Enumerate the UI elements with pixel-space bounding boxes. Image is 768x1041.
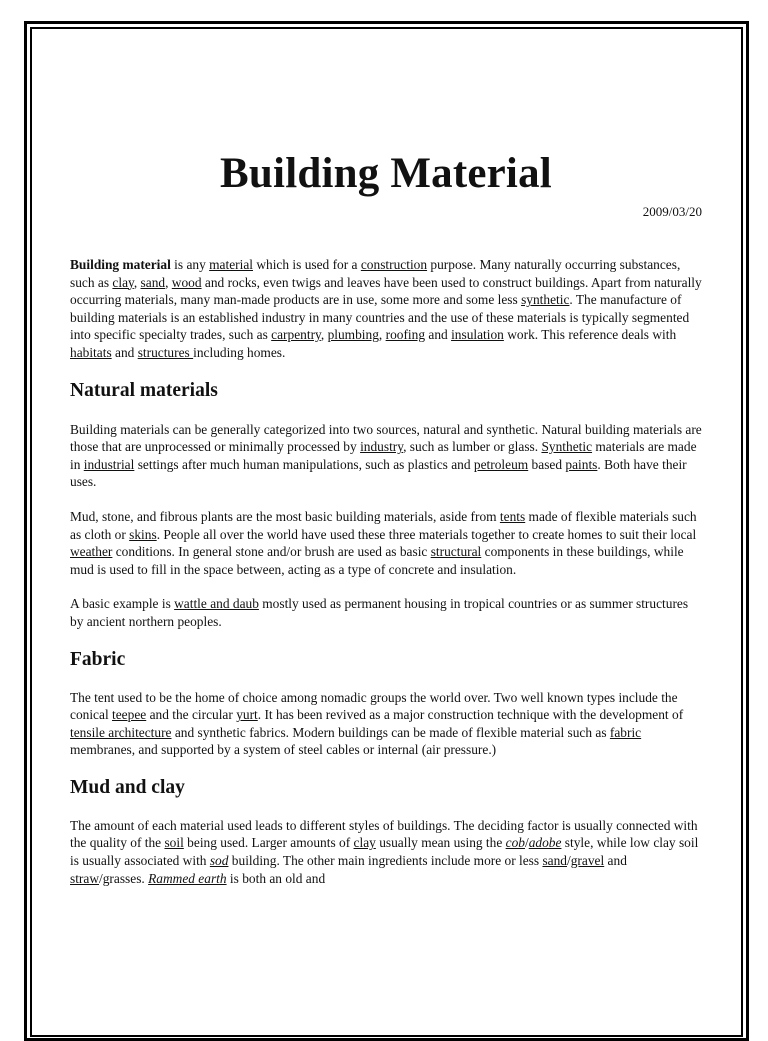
link-fabric[interactable]: fabric xyxy=(609,724,642,740)
natural-paragraph-3: A basic example is wattle and daub mostly used as permanent housing in tropical countries or as summer structures by ancient northern peoples. xyxy=(70,596,689,629)
link-sand[interactable]: sand xyxy=(542,853,567,869)
section-heading-fabric: Fabric xyxy=(70,648,126,670)
intro-paragraph: Building material is any material which is used for a construction purpose. Many naturally occurring substances, such as clay, sand, wood and rocks, even twigs and leaves have been used to construct buildings. Apart from naturally occurring materials, many man-made products are in use, some more and some less synthetic. The manufacture of building materials is an established industry in many countries and the use of these materials is typically segmented into specific specialty trades, such as carpentry, plumbing, roofing and insulation work. This reference deals with habitats and structures including homes. xyxy=(70,257,702,360)
link-clay[interactable]: clay xyxy=(112,274,134,290)
link-weather[interactable]: weather xyxy=(70,544,113,560)
bold-term: Building material xyxy=(70,257,171,272)
link-industrial[interactable]: industrial xyxy=(83,456,135,472)
link-sand[interactable]: sand xyxy=(140,274,166,290)
mud-paragraph-1: The amount of each material used leads to different styles of buildings. The deciding factor is usually connected with the quality of the soil being used. Larger amounts of clay usually mean using the cob/adobe style, while low clay soil is usually associated with sod building. The other main ingredients include more or less sand/gravel and straw/grasses. Rammed earth is both an old and xyxy=(70,817,699,886)
document-body xyxy=(70,144,702,887)
link-roofing[interactable]: roofing xyxy=(385,327,426,343)
link-petroleum[interactable]: petroleum xyxy=(473,456,529,472)
section-heading-mud-and-clay: Mud and clay xyxy=(70,776,185,798)
link-synthetic[interactable]: Synthetic xyxy=(541,439,593,455)
link-clay[interactable]: clay xyxy=(353,835,376,851)
link-yurt[interactable]: yurt xyxy=(236,707,258,723)
natural-paragraph-2: Mud, stone, and fibrous plants are the most basic building materials, aside from tents made of flexible materials such as cloth or skins. People all over the world have used these three materials together to create homes to suit their local weather conditions. In general stone and/or brush are used as basic structural components in these buildings, while mud is used to fill in the space between, acting as a type of concrete and insulation. xyxy=(70,508,697,577)
link-paints[interactable]: paints xyxy=(565,456,598,472)
link-teepee[interactable]: teepee xyxy=(112,707,147,723)
link-industry[interactable]: industry xyxy=(360,439,404,455)
link-plumbing[interactable]: plumbing xyxy=(327,327,379,343)
link-cob[interactable]: cob xyxy=(505,835,525,851)
document-date: 2009/03/20 xyxy=(642,204,702,219)
link-synthetic[interactable]: synthetic xyxy=(521,292,570,308)
natural-paragraph-1: Building materials can be generally categorized into two sources, natural and synthetic. Natural building materials are those that are unprocessed or minimally processed by industry, such as lumber or glass. Synthetic materials are made in industrial settings after much human manipulations, such as plastics and petroleum based paints. Both have their uses. xyxy=(70,421,702,490)
link-rammed-earth[interactable]: Rammed earth xyxy=(148,870,227,886)
link-insulation[interactable]: insulation xyxy=(451,327,504,343)
link-wood[interactable]: wood xyxy=(171,274,202,290)
link-structures[interactable]: structures xyxy=(137,344,194,360)
link-material[interactable]: material xyxy=(209,257,253,272)
link-structural[interactable]: structural xyxy=(430,544,482,560)
link-tents[interactable]: tents xyxy=(499,508,526,524)
link-habitats[interactable]: habitats xyxy=(70,344,112,360)
fabric-paragraph-1: The tent used to be the home of choice among nomadic groups the world over. Two well known types include the conical teepee and the circular yurt. It has been revived as a major construction technique with the development of tensile architecture and synthetic fabrics. Modern buildings can be made of flexible material such as fabric membranes, and supported by a system of steel cables or internal (air pressure.) xyxy=(70,689,684,758)
link-tensile-architecture[interactable]: tensile architecture xyxy=(70,724,172,740)
link-gravel[interactable]: gravel xyxy=(570,853,605,869)
link-adobe[interactable]: adobe xyxy=(528,835,562,851)
section-heading-natural-materials: Natural materials xyxy=(70,379,218,401)
link-straw[interactable]: straw xyxy=(70,870,100,886)
link-wattle-and-daub[interactable]: wattle and daub xyxy=(174,596,259,612)
document-title: Building Material xyxy=(220,150,552,197)
link-soil[interactable]: soil xyxy=(164,835,184,851)
link-construction[interactable]: construction xyxy=(360,257,428,272)
link-skins[interactable]: skins xyxy=(129,526,157,542)
link-carpentry[interactable]: carpentry xyxy=(271,327,321,343)
link-sod[interactable]: sod xyxy=(209,853,229,869)
